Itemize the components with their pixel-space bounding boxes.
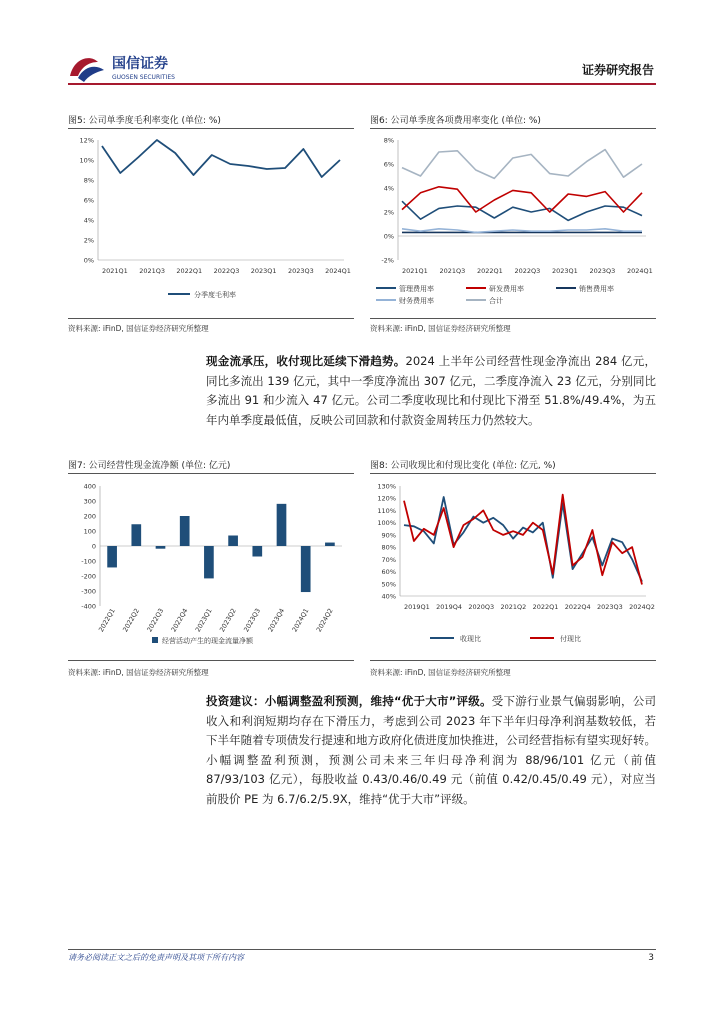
x-tick-label: 2022Q3 [145, 607, 166, 634]
header-divider [68, 83, 656, 85]
series-line-收现比 [404, 497, 642, 582]
y-tick-label: -2% [381, 256, 394, 265]
fig7-source-rule [68, 660, 354, 661]
y-tick-label: 40% [381, 592, 396, 601]
bar-2022Q2 [131, 524, 141, 546]
x-tick-label: 2023Q2 [218, 607, 238, 634]
series-line-分季度毛利率 [102, 140, 340, 177]
fig5-title: 图5: 公司单季度毛利率变化 (单位: %) [68, 116, 221, 126]
fig8-title-rule [370, 473, 656, 474]
y-tick-label: 50% [381, 580, 396, 589]
y-tick-label: -100 [81, 557, 96, 566]
bar-2022Q1 [107, 546, 117, 567]
legend-label: 经营活动产生的现金流量净额 [162, 637, 253, 645]
x-tick-label: 2021Q1 [102, 267, 128, 275]
x-tick-label: 2022Q1 [176, 267, 203, 275]
x-tick-label: 2023Q4 [266, 607, 287, 634]
cash-flow-paragraph [206, 352, 656, 430]
x-tick-label: 2021Q1 [402, 267, 428, 275]
fig8-source-rule [370, 660, 656, 661]
fig7-title: 图7: 公司经营性现金流净额 (单位: 亿元) [68, 461, 231, 471]
investment-body: 受下游行业景气偏弱影响，公司收入和利润短期均存在下滑压力，考虑到公司 2023 年下半年归母净利润基数较低，若下半年随着专项债发行提速和地方政府化债进度加快推进，公司经营指标有望实现好转。小幅调整盈利预测，预测公司未来三年归母净利润为 88/96/101 亿元（前值 87/93/103 亿元），每股收益 0.43/0.46/0.49 元（前值 0.42/0.45/0.49 元），对应当前股价 PE 为 6.7/6.2/5.9X，维持“优于大市”评级。 [206, 694, 656, 806]
y-tick-label: 90% [381, 531, 396, 540]
investment-paragraph [206, 692, 656, 809]
x-tick-label: 2022Q4 [169, 607, 190, 634]
y-tick-label: 300 [83, 497, 96, 506]
x-tick-label: 2019Q4 [436, 603, 462, 611]
fig6-source-rule [370, 318, 656, 319]
fig5-source: 资料来源: iFinD, 国信证券经济研究所整理 [68, 324, 209, 333]
y-tick-label: 400 [83, 482, 96, 491]
legend-label: 管理费用率 [399, 285, 434, 293]
y-tick-label: 0% [83, 256, 94, 265]
y-tick-label: 0% [383, 232, 394, 241]
bar-2023Q3 [252, 546, 262, 557]
y-tick-label: 10% [79, 156, 94, 165]
company-logo [68, 52, 208, 84]
x-tick-label: 2024Q1 [325, 267, 351, 275]
legend-label: 销售费用率 [579, 285, 614, 293]
y-tick-label: 2% [383, 208, 394, 217]
bar-2023Q1 [204, 546, 214, 578]
fig8-title: 图8: 公司收现比和付现比变化 (单位: 亿元, %) [370, 461, 556, 471]
x-tick-label: 2019Q1 [404, 603, 430, 611]
y-tick-label: -200 [81, 572, 96, 581]
x-tick-label: 2024Q1 [627, 267, 653, 275]
y-tick-label: 110% [377, 506, 396, 515]
fig6-title-rule [370, 128, 656, 129]
bar-2024Q2 [325, 543, 335, 546]
report-type: 证券研究报告 [581, 63, 654, 77]
fig6-chart [370, 132, 656, 312]
fig6-title: 图6: 公司单季度各项费用率变化 (单位: %) [370, 116, 541, 126]
y-tick-label: 12% [79, 136, 94, 145]
legend-label: 合计 [489, 297, 503, 305]
series-line-付现比 [404, 495, 642, 585]
x-tick-label: 2022Q3 [514, 267, 541, 275]
x-tick-label: 2024Q2 [629, 603, 655, 611]
cash-flow-lead: 现金流承压，收付现比延续下滑趋势。 [206, 354, 406, 368]
logo-text-en: GUOSEN SECURITIES [112, 74, 175, 81]
x-tick-label: 2023Q3 [287, 267, 314, 275]
legend-label: 分季度毛利率 [194, 291, 236, 299]
y-tick-label: 200 [83, 512, 96, 521]
legend-label: 收现比 [460, 635, 481, 643]
fig8-source: 资料来源: iFinD, 国信证券经济研究所整理 [370, 668, 511, 677]
fig7-chart [68, 478, 354, 656]
x-tick-label: 2021Q3 [439, 267, 466, 275]
cash-flow-body: 2024 上半年公司经营性现金净流出 284 亿元，同比多流出 139 亿元，其中一季度净流出 307 亿元，二季度净流入 23 亿元，分别同比多流出 91 和少流入 47 亿元。公司二季度收现比和付现比下滑至 51.8%/49.4%，为五年内单季度最低值，反映公司回款和付款资金周转压力仍然较大。 [206, 354, 657, 427]
y-tick-label: 4% [383, 184, 394, 193]
y-tick-label: 4% [83, 216, 94, 225]
y-tick-label: 6% [383, 160, 394, 169]
footer-divider [68, 949, 656, 950]
fig5-source-rule [68, 318, 354, 319]
fig5-chart [68, 132, 354, 312]
legend-label: 付现比 [560, 635, 581, 643]
x-tick-label: 2022Q2 [121, 607, 142, 634]
logo-text-cn: 国信证券 [112, 56, 168, 72]
series-line-合计 [402, 150, 642, 179]
y-tick-label: 8% [383, 136, 394, 145]
y-tick-label: 6% [83, 196, 94, 205]
y-tick-label: 70% [381, 555, 396, 564]
x-tick-label: 2022Q1 [532, 603, 559, 611]
fig6-source: 资料来源: iFinD, 国信证券经济研究所整理 [370, 324, 511, 333]
bar-2022Q4 [180, 516, 190, 546]
y-tick-label: 8% [83, 176, 94, 185]
bar-2024Q1 [301, 546, 311, 592]
bar-2022Q3 [156, 546, 166, 549]
x-tick-label: 2021Q3 [139, 267, 165, 275]
bar-2023Q2 [228, 536, 238, 547]
y-tick-label: 0 [91, 542, 96, 551]
x-tick-label: 2023Q1 [250, 267, 277, 275]
footer-disclaimer: 请务必阅读正文之后的免责声明及其项下所有内容 [68, 953, 244, 962]
legend-swatch [152, 637, 158, 643]
x-tick-label: 2021Q2 [500, 603, 527, 611]
y-tick-label: 80% [381, 543, 396, 552]
legend-label: 财务费用率 [399, 297, 434, 305]
page-number: 3 [648, 953, 654, 963]
x-tick-label: 2023Q3 [242, 607, 263, 634]
investment-lead: 投资建议：小幅调整盈利预测，维持“优于大市”评级。 [206, 694, 492, 708]
series-line-管理费用率 [402, 201, 642, 220]
fig5-title-rule [68, 128, 354, 129]
x-tick-label: 2024Q2 [314, 607, 335, 634]
y-tick-label: 2% [83, 236, 94, 245]
legend-label: 研发费用率 [489, 285, 524, 293]
x-tick-label: 2023Q1 [552, 267, 578, 275]
y-tick-label: -300 [81, 587, 96, 596]
fig7-title-rule [68, 473, 354, 474]
fig7-source: 资料来源: iFinD, 国信证券经济研究所整理 [68, 668, 209, 677]
bar-2023Q4 [277, 504, 287, 546]
x-tick-label: 2023Q1 [193, 607, 214, 634]
x-tick-label: 2024Q1 [290, 607, 311, 634]
x-tick-label: 2022Q1 [97, 607, 117, 634]
x-tick-label: 2023Q3 [589, 267, 616, 275]
y-tick-label: 100% [377, 519, 396, 528]
y-tick-label: 120% [377, 494, 396, 503]
x-tick-label: 2022Q4 [564, 603, 591, 611]
x-tick-label: 2022Q3 [213, 267, 240, 275]
x-tick-label: 2020Q3 [468, 603, 495, 611]
y-tick-label: 60% [381, 568, 396, 577]
y-tick-label: 130% [377, 482, 396, 491]
x-tick-label: 2023Q3 [596, 603, 623, 611]
x-tick-label: 2022Q1 [477, 267, 503, 275]
y-tick-label: -400 [81, 602, 96, 611]
fig8-chart [370, 478, 656, 656]
y-tick-label: 100 [83, 527, 96, 536]
